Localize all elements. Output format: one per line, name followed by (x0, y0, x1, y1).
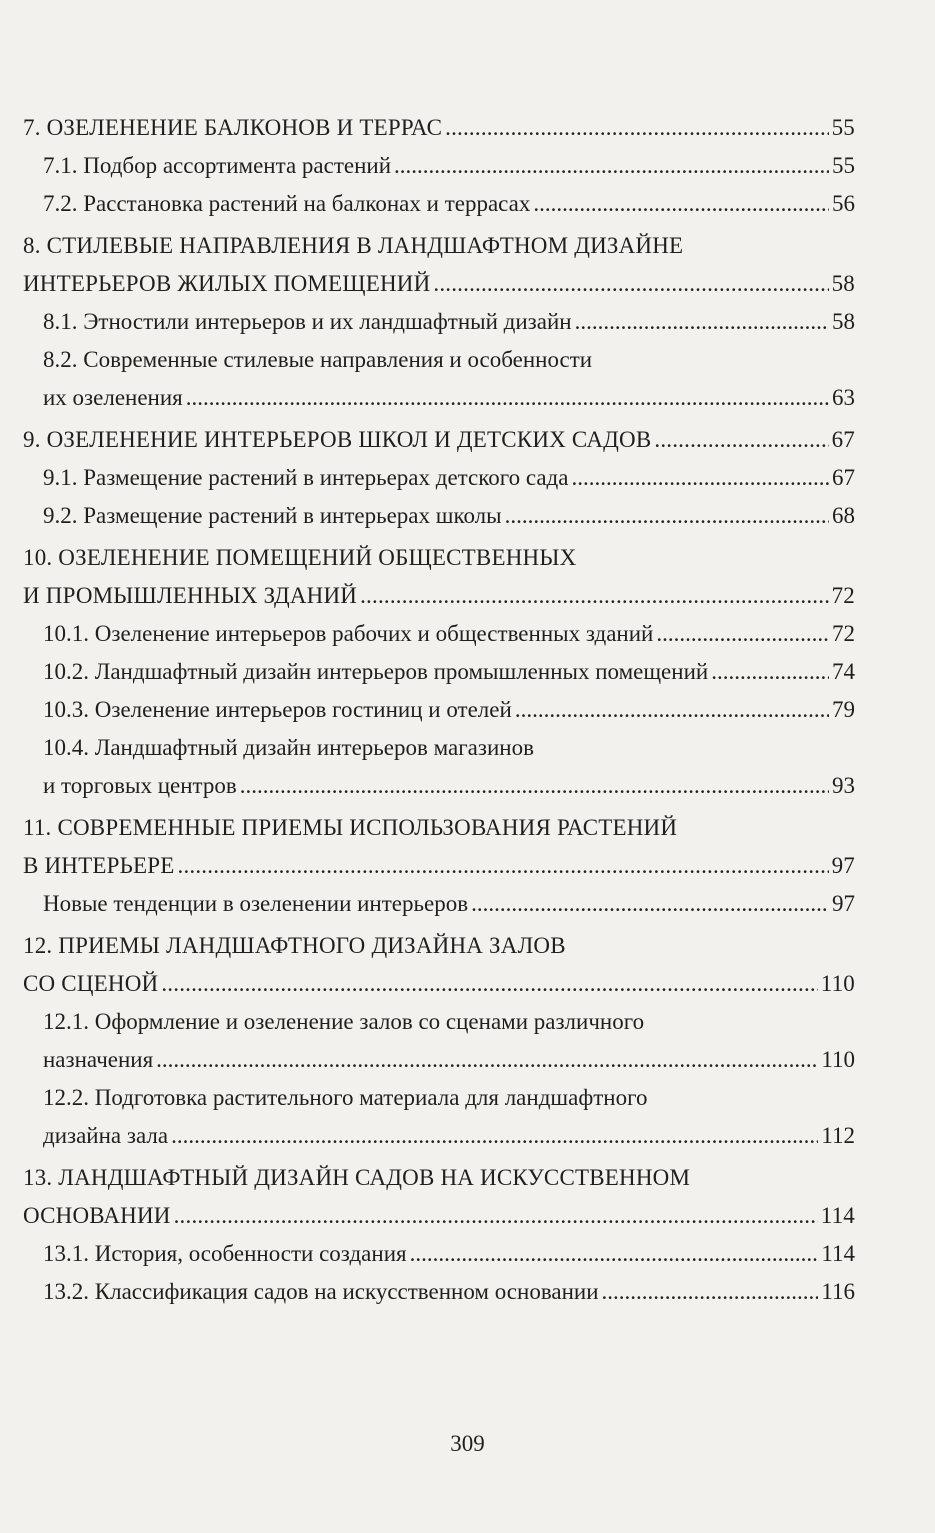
toc-entry-title: назначения (43, 1047, 154, 1072)
toc-page-number: 56 (832, 191, 855, 216)
toc-entry-title: дизайна зала (43, 1123, 169, 1148)
toc-entry-title: и торговых центров (43, 773, 237, 798)
toc-entry-title: 10.2. Ландшафтный дизайн интерьеров промышленных помещений (43, 659, 709, 684)
toc-entry-title: ИНТЕРЬЕРОВ ЖИЛЫХ ПОМЕЩЕНИЙ (23, 271, 431, 296)
dot-leader (174, 1197, 818, 1235)
dot-leader (654, 421, 828, 459)
toc-chapter-entry (23, 809, 855, 885)
toc-entry-title: 10. ОЗЕЛЕНЕНИЕ ПОМЕЩЕНИЙ ОБЩЕСТВЕННЫХ (23, 545, 577, 570)
toc-section-entry (23, 459, 855, 497)
toc-entry-title: 8.2. Современные стилевые направления и особенности (43, 347, 593, 372)
toc-page-number: 63 (832, 385, 855, 410)
dot-leader (515, 691, 829, 729)
toc-entry-title: 9.1. Размещение растений в интерьерах детского сада (43, 465, 569, 490)
toc-entry-title: 8.1. Этностили интерьеров и их ландшафтный дизайн (43, 309, 572, 334)
toc-chapter-entry (23, 1159, 855, 1235)
toc-page-number: 110 (821, 1047, 855, 1072)
dot-leader (394, 147, 829, 185)
page-number: 309 (450, 1431, 485, 1456)
toc-entry-title: 11. СОВРЕМЕННЫЕ ПРИЕМЫ ИСПОЛЬЗОВАНИЯ РАСТЕНИЙ (23, 815, 678, 840)
toc-page-number: 55 (831, 115, 855, 140)
toc-page-number: 58 (832, 309, 855, 334)
toc-page-number: 72 (831, 583, 855, 608)
toc-section-entry (23, 653, 855, 691)
toc-entry-title: 9. ОЗЕЛЕНЕНИЕ ИНТЕРЬЕРОВ ШКОЛ И ДЕТСКИХ САДОВ (23, 427, 652, 452)
toc-section-entry (23, 147, 855, 185)
toc-section-entry (23, 1003, 855, 1079)
toc-page-number: 110 (820, 971, 855, 996)
toc-entry-title: их озеленения (43, 385, 183, 410)
dot-leader (711, 653, 829, 691)
toc-section-entry (23, 691, 855, 729)
toc-page-number: 55 (832, 153, 855, 178)
dot-leader (360, 577, 828, 615)
toc-chapter-entry (23, 227, 855, 303)
dot-leader (186, 379, 829, 417)
toc-page-number: 67 (831, 427, 855, 452)
toc-chapter-entry (23, 421, 855, 459)
toc-entry-title: 7.1. Подбор ассортимента растений (43, 153, 391, 178)
toc-entry-title: 8. СТИЛЕВЫЕ НАПРАВЛЕНИЯ В ЛАНДШАФТНОМ ДИЗАЙНЕ (23, 233, 684, 258)
dot-leader (445, 109, 828, 147)
toc-entry-title: 10.3. Озеленение интерьеров гостиниц и отелей (43, 697, 512, 722)
toc-chapter-entry (23, 539, 855, 615)
dot-leader (240, 767, 829, 805)
toc-section-entry (23, 497, 855, 535)
toc-page-number: 116 (821, 1279, 855, 1304)
toc-page-number: 74 (832, 659, 855, 684)
toc-entry-title: ОСНОВАНИИ (23, 1203, 171, 1228)
toc-page-number: 79 (832, 697, 855, 722)
toc-entry-title: 10.4. Ландшафтный дизайн интерьеров магазинов (43, 735, 534, 760)
toc-chapter-entry (23, 109, 855, 147)
dot-leader (178, 847, 829, 885)
toc-entry-title: 13. ЛАНДШАФТНЫЙ ДИЗАЙН САДОВ НА ИСКУССТВЕННОМ (23, 1165, 691, 1190)
toc-page-number: 93 (832, 773, 855, 798)
toc-section-entry (23, 1273, 855, 1311)
dot-leader (656, 615, 829, 653)
toc-section-entry (23, 615, 855, 653)
toc-entry-title: 10.1. Озеленение интерьеров рабочих и общественных зданий (43, 621, 654, 646)
toc-page-number: 67 (832, 465, 855, 490)
dot-leader (156, 1041, 818, 1079)
toc-page-number: 112 (821, 1123, 855, 1148)
toc-chapter-entry (23, 927, 855, 1003)
toc-entry-title: 12.1. Оформление и озеленение залов со сценами различного (43, 1009, 645, 1034)
toc-page-number: 72 (832, 621, 855, 646)
toc-entry-title: 7. ОЗЕЛЕНЕНИЕ БАЛКОНОВ И ТЕРРАС (23, 115, 443, 140)
toc-entry-title: 12.2. Подготовка растительного материала для ландшафтного (43, 1085, 648, 1110)
dot-leader (575, 303, 829, 341)
toc-page-number: 114 (821, 1241, 855, 1266)
dot-leader (505, 497, 829, 535)
dot-leader (161, 965, 817, 1003)
table-of-contents (23, 105, 855, 1311)
toc-section-entry (23, 885, 855, 923)
toc-page-number: 97 (831, 853, 855, 878)
toc-page-number: 58 (831, 271, 855, 296)
toc-entry-title: 12. ПРИЕМЫ ЛАНДШАФТНОГО ДИЗАЙНА ЗАЛОВ (23, 933, 566, 958)
dot-leader (533, 185, 829, 223)
toc-entry-title: 9.2. Размещение растений в интерьерах школы (43, 503, 502, 528)
toc-section-entry (23, 303, 855, 341)
toc-section-entry (23, 729, 855, 805)
toc-section-entry (23, 1235, 855, 1273)
dot-leader (171, 1117, 818, 1155)
dot-leader (410, 1235, 819, 1273)
toc-page-number: 68 (832, 503, 855, 528)
dot-leader (433, 265, 828, 303)
toc-page-number: 97 (832, 891, 855, 916)
toc-entry-title: СО СЦЕНОЙ (23, 971, 159, 996)
toc-section-entry (23, 1079, 855, 1155)
toc-entry-title: И ПРОМЫШЛЕННЫХ ЗДАНИЙ (23, 583, 358, 608)
dot-leader (602, 1273, 819, 1311)
dot-leader (571, 459, 829, 497)
toc-entry-title: 13.2. Классификация садов на искусственном основании (43, 1279, 599, 1304)
toc-page-number: 114 (820, 1203, 855, 1228)
toc-entry-title: 13.1. История, особенности создания (43, 1241, 407, 1266)
toc-entry-title: Новые тенденции в озеленении интерьеров (43, 891, 469, 916)
toc-entry-title: В ИНТЕРЬЕРЕ (23, 853, 175, 878)
toc-entry-title: 7.2. Расстановка растений на балконах и террасах (43, 191, 531, 216)
toc-section-entry (23, 185, 855, 223)
dot-leader (471, 885, 829, 923)
toc-section-entry (23, 341, 855, 417)
